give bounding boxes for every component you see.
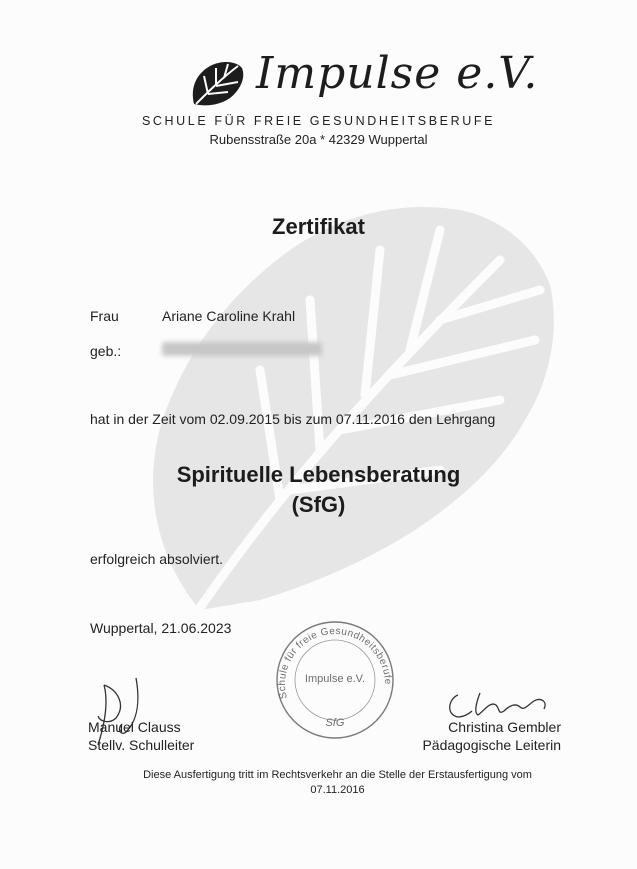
- course-line-1: Spirituelle Lebensberatung: [176, 462, 461, 487]
- right-signer-role: Pädagogische Leiterin: [422, 737, 561, 753]
- birth-label: geb.:: [90, 343, 122, 359]
- course-title: [0, 460, 637, 520]
- footer-note: [100, 768, 575, 798]
- footer-line-2: 07.11.2016: [310, 784, 365, 796]
- salutation: Frau: [90, 308, 119, 324]
- school-seal-stamp: [273, 618, 397, 742]
- school-subtitle: SCHULE FÜR FREIE GESUNDHEITSBERUFE: [141, 114, 496, 128]
- left-signer-name: Manuel Clauss: [88, 719, 181, 735]
- completion-text: erfolgreich absolviert.: [90, 551, 224, 567]
- seal-bottom-text: SfG: [325, 717, 345, 729]
- left-signer-role: Stellv. Schulleiter: [88, 737, 195, 753]
- school-address: Rubensstraße 20a * 42329 Wuppertal: [209, 132, 428, 147]
- leaf-logo-icon: [188, 58, 246, 108]
- footer-line-1: Diese Ausfertigung tritt im Rechtsverkehr an die Stelle der Erstausfertigung vom: [143, 769, 532, 781]
- brand-name: Impulse e.V.: [256, 48, 539, 99]
- period-text: hat in der Zeit vom 02.09.2015 bis zum 07.11.2016 den Lehrgang: [90, 411, 496, 427]
- certificate-title: Zertifikat: [272, 214, 365, 239]
- redacted-birth-info: [162, 342, 322, 356]
- course-line-2: (SfG): [291, 492, 346, 517]
- seal-center-text: Impulse e.V.: [304, 673, 366, 685]
- right-signer-name: Christina Gembler: [448, 719, 561, 735]
- place-date: Wuppertal, 21.06.2023: [90, 620, 232, 636]
- svg-text:Schule für freie Gesundheitsbe: [277, 626, 393, 700]
- recipient-name: Ariane Caroline Krahl: [162, 308, 296, 324]
- seal-arc-text: Schule für freie Gesundheitsberufe: [276, 625, 394, 700]
